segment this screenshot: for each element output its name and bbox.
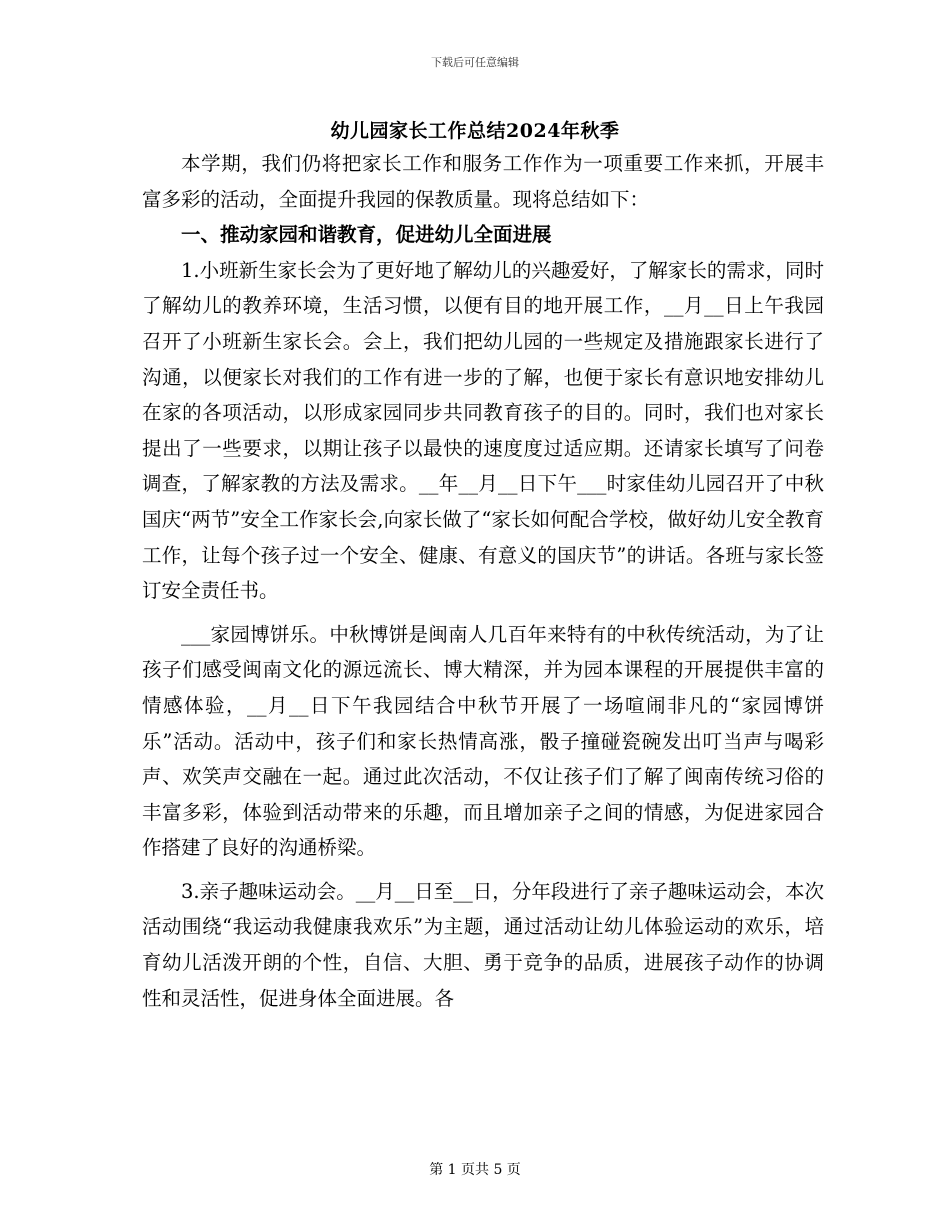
document-body xyxy=(142,146,824,1016)
paragraph-mooncake-game: ___家园博饼乐。中秋博饼是闽南人几百年来特有的中秋传统活动，为了让孩子们感受闽南文化的源远流长、博大精深，并为园本课程的开展提供丰富的情感体验，__月__日下午我园结合中秋节开展了一场喧闹非凡的“家园博饼乐”活动。活动中，孩子们和家长热情高涨，骰子撞碰瓷碗发出叮当声与喝彩声、欢笑声交融在一起。通过此次活动，不仅让孩子们了解了闽南传统习俗的丰富多彩，体验到活动带来的乐趣，而且增加亲子之间的情感，为促进家园合作搭建了良好的沟通桥梁。 xyxy=(142,622,824,860)
paragraph-sports-meet: 3.亲子趣味运动会。__月__日至__日，分年段进行了亲子趣味运动会，本次活动围绕“我运动我健康我欢乐”为主题，通过活动让幼儿体验运动的欢乐，培育幼儿活泼开朗的个性，自信、大胆、勇于竞争的品质，进展孩子动作的协调性和灵活性，促进身体全面进展。各 xyxy=(142,879,824,1010)
section-heading: 一、推动家园和谐教育，促进幼儿全面进展 xyxy=(181,223,552,247)
header-note: 下载后可任意编辑 xyxy=(431,56,519,69)
page-number: 第 1 页共 5 页 xyxy=(429,1162,521,1178)
intro-paragraph: 本学期，我们仍将把家长工作和服务工作作为一项重要工作来抓，开展丰富多彩的活动，全面提升我园的保教质量。现将总结如下： xyxy=(142,152,824,211)
document-title: 幼儿园家长工作总结2024年秋季 xyxy=(330,120,620,142)
paragraph-parent-meeting: 1.小班新生家长会为了更好地了解幼儿的兴趣爱好，了解家长的需求，同时了解幼儿的教养环境，生活习惯，以便有目的地开展工作，__月__日上午我园召开了小班新生家长会。会上，我们把幼儿园的一些规定及措施跟家长进行了沟通，以便家长对我们的工作有进一步的了解，也便于家长有意识地安排幼儿在家的各项活动，以形成家园同步共同教育孩子的目的。同时，我们也对家长提出了一些要求，以期让孩子以最快的速度度过适应期。还请家长填写了问卷调查，了解家教的方法及需求。__年__月__日下午___时家佳幼儿园召开了中秋国庆“两节”安全工作家长会,向家长做了“家长如何配合学校，做好幼儿安全教育工作，让每个孩子过一个安全、健康、有意义的国庆节”的讲话。各班与家长签订安全责任书。 xyxy=(142,258,824,603)
